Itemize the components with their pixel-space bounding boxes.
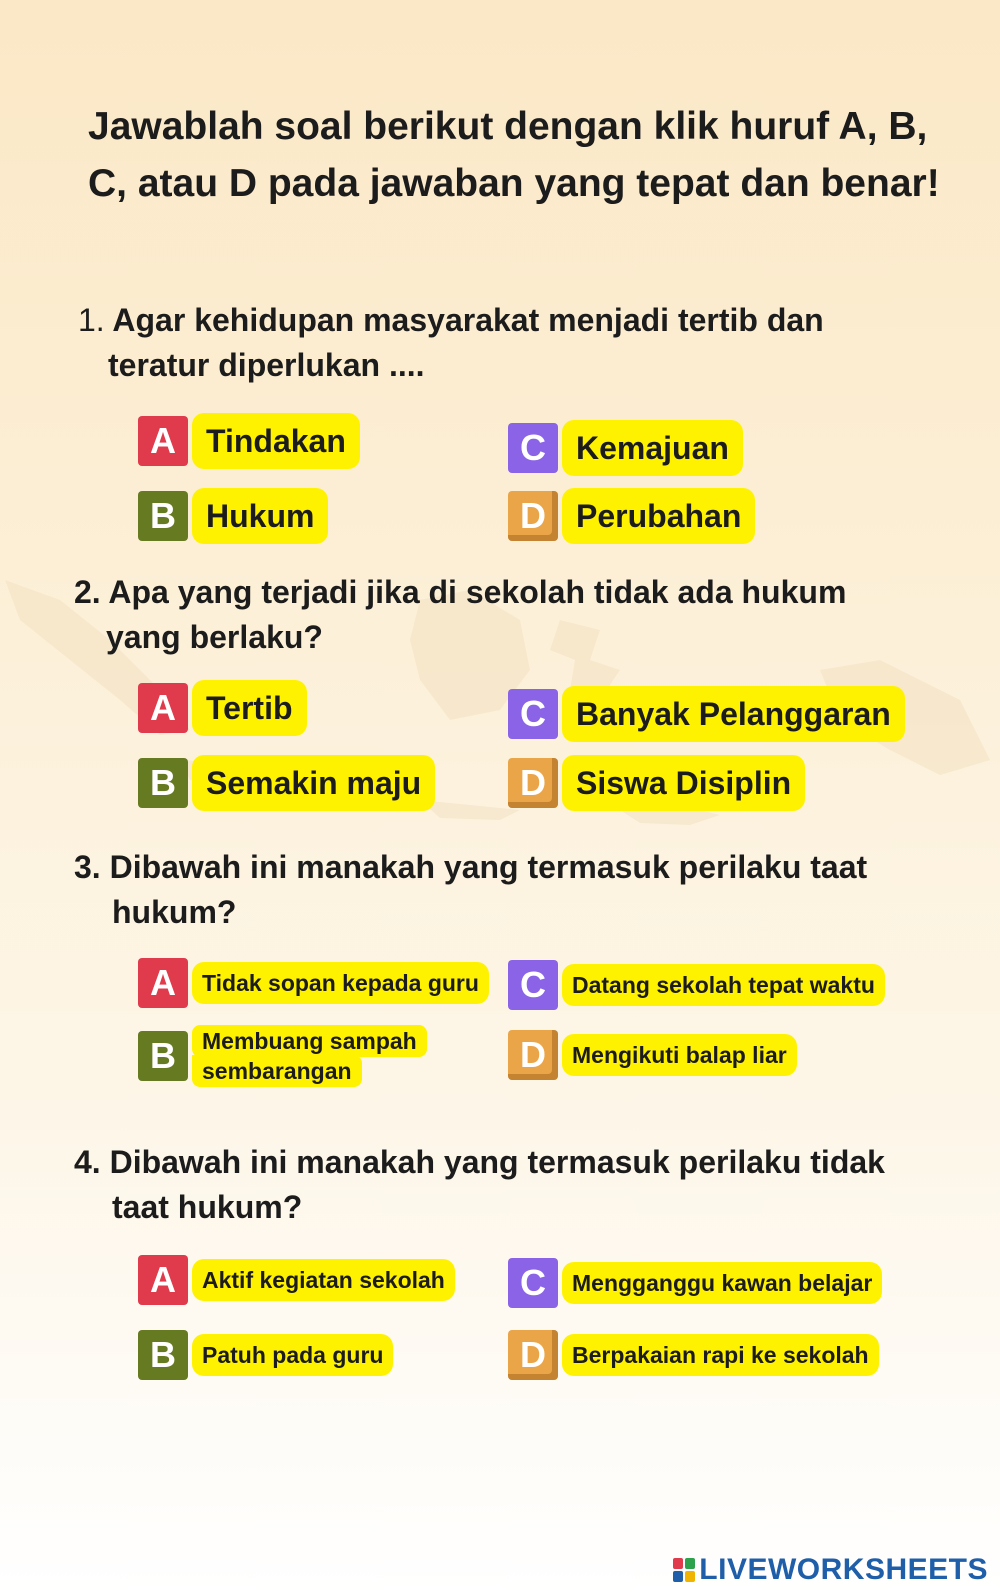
q1-option-d[interactable]	[508, 488, 755, 544]
question-3	[74, 845, 867, 935]
q1-letter-b[interactable]: B	[138, 491, 188, 541]
q2-letter-b[interactable]: B	[138, 758, 188, 808]
q2-answer-c[interactable]: Banyak Pelanggaran	[562, 686, 905, 742]
q1-option-a[interactable]	[138, 413, 360, 469]
q4-option-a[interactable]	[138, 1255, 455, 1305]
question-3-text-line2: hukum?	[112, 894, 237, 930]
q1-answer-d[interactable]: Perubahan	[562, 488, 755, 544]
q2-option-b[interactable]	[138, 755, 435, 811]
q4-letter-b[interactable]: B	[138, 1330, 188, 1380]
q2-option-a[interactable]	[138, 680, 307, 736]
q3-answer-b[interactable]	[192, 1025, 427, 1087]
q4-letter-a[interactable]: A	[138, 1255, 188, 1305]
q4-answer-d[interactable]: Berpakaian rapi ke sekolah	[562, 1334, 879, 1376]
question-4-number: 4.	[74, 1144, 101, 1180]
q2-option-c[interactable]	[508, 686, 905, 742]
question-3-number: 3.	[74, 849, 101, 885]
q3-letter-a[interactable]: A	[138, 958, 188, 1008]
q3-letter-b[interactable]: B	[138, 1031, 188, 1081]
q3-option-d[interactable]	[508, 1030, 797, 1080]
q3-answer-b-line1[interactable]: Membuang sampah	[192, 1025, 427, 1057]
q1-letter-a[interactable]: A	[138, 416, 188, 466]
q2-answer-a[interactable]: Tertib	[192, 680, 307, 736]
q3-option-c[interactable]	[508, 960, 885, 1010]
question-4	[74, 1140, 885, 1230]
q2-letter-d[interactable]: D	[508, 758, 558, 808]
q1-answer-a[interactable]: Tindakan	[192, 413, 360, 469]
q2-answer-b[interactable]: Semakin maju	[192, 755, 435, 811]
liveworksheets-logo-icon	[673, 1558, 695, 1582]
question-4-text-line1: Dibawah ini manakah yang termasuk perilaku tidak	[109, 1144, 885, 1180]
question-2-text-line2: yang berlaku?	[106, 619, 323, 655]
q4-answer-b[interactable]: Patuh pada guru	[192, 1334, 393, 1376]
q1-option-c[interactable]	[508, 420, 743, 476]
q1-letter-c[interactable]: C	[508, 423, 558, 473]
q3-answer-b-line2[interactable]: sembarangan	[192, 1055, 362, 1087]
q4-option-d[interactable]	[508, 1330, 879, 1380]
question-2-text-line1: Apa yang terjadi jika di sekolah tidak ada hukum	[108, 574, 847, 610]
q3-letter-d[interactable]: D	[508, 1030, 558, 1080]
q4-letter-c[interactable]: C	[508, 1258, 558, 1308]
q3-answer-a[interactable]: Tidak sopan kepada guru	[192, 962, 489, 1004]
q3-option-b[interactable]	[138, 1025, 427, 1087]
q4-letter-d[interactable]: D	[508, 1330, 558, 1380]
q3-answer-d[interactable]: Mengikuti balap liar	[562, 1034, 797, 1076]
q1-letter-d[interactable]: D	[508, 491, 558, 541]
question-3-text-line1: Dibawah ini manakah yang termasuk perilaku taat	[109, 849, 868, 885]
q2-letter-c[interactable]: C	[508, 689, 558, 739]
question-1-text-line2: teratur diperlukan ....	[108, 347, 425, 383]
q3-letter-c[interactable]: C	[508, 960, 558, 1010]
q2-option-d[interactable]	[508, 755, 805, 811]
question-4-text-line2: taat hukum?	[112, 1189, 303, 1225]
q1-option-b[interactable]	[138, 488, 328, 544]
question-2-number: 2.	[74, 574, 101, 610]
question-2	[74, 570, 846, 660]
q4-answer-a[interactable]: Aktif kegiatan sekolah	[192, 1259, 455, 1301]
q2-letter-a[interactable]: A	[138, 683, 188, 733]
q1-answer-b[interactable]: Hukum	[192, 488, 328, 544]
q4-option-c[interactable]	[508, 1258, 882, 1308]
q4-answer-c[interactable]: Mengganggu kawan belajar	[562, 1262, 882, 1304]
liveworksheets-brand	[673, 1553, 988, 1587]
q2-answer-d[interactable]: Siswa Disiplin	[562, 755, 805, 811]
q4-option-b[interactable]	[138, 1330, 393, 1380]
q1-answer-c[interactable]: Kemajuan	[562, 420, 743, 476]
instruction-text: Jawablah soal berikut dengan klik huruf A, B, C, atau D pada jawaban yang tepat dan benar!	[88, 105, 940, 205]
question-1-text-line1: Agar kehidupan masyarakat menjadi tertib dan	[112, 302, 824, 338]
q3-option-a[interactable]	[138, 958, 489, 1008]
question-1	[78, 298, 824, 388]
q3-answer-c[interactable]: Datang sekolah tepat waktu	[562, 964, 885, 1006]
question-1-number: 1.	[78, 302, 105, 338]
liveworksheets-wordmark: LIVEWORKSHEETS	[699, 1553, 988, 1586]
